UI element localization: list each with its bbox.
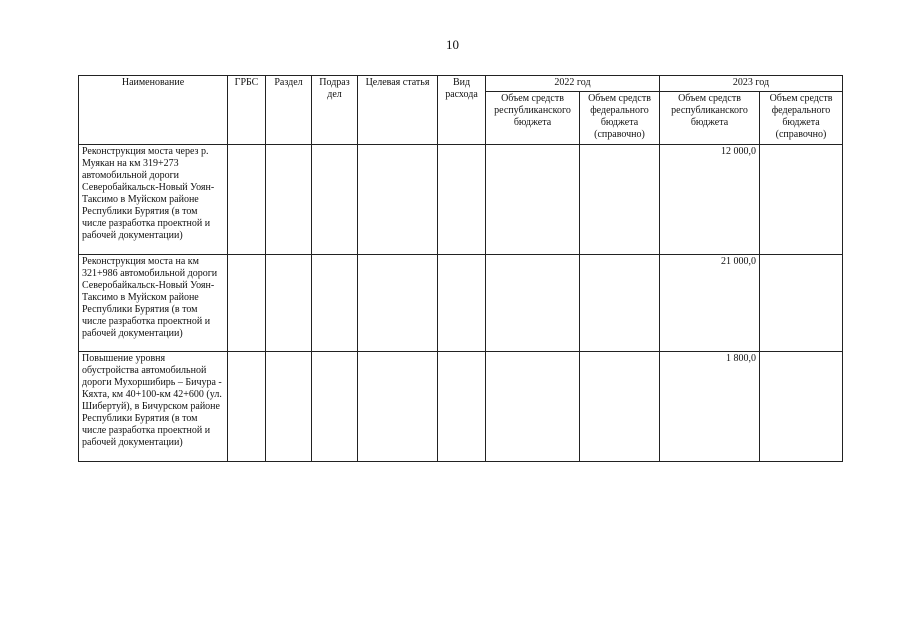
row-2023-federal <box>760 352 843 462</box>
row-section <box>266 255 312 352</box>
row-2023-republican: 21 000,0 <box>660 255 760 352</box>
row-2023-republican: 1 800,0 <box>660 352 760 462</box>
header-2022-federal: Объем средств федерального бюджета (справочно) <box>580 92 660 145</box>
row-section <box>266 145 312 255</box>
header-target-article: Целевая статья <box>358 76 438 145</box>
header-year-2022: 2022 год <box>486 76 660 92</box>
row-grbs <box>228 352 266 462</box>
header-2022-republican: Объем средств республиканского бюджета <box>486 92 580 145</box>
row-2023-republican: 12 000,0 <box>660 145 760 255</box>
header-year-2023: 2023 год <box>660 76 843 92</box>
row-2022-federal <box>580 352 660 462</box>
row-subsection <box>312 255 358 352</box>
header-2023-federal: Объем средств федерального бюджета (справочно) <box>760 92 843 145</box>
row-grbs <box>228 145 266 255</box>
header-2023-republican: Объем средств республиканского бюджета <box>660 92 760 145</box>
page-number: 10 <box>446 37 459 52</box>
row-name: Реконструкция моста через р. Муякан на км 319+273 автомобильной дороги Северобайкальск-Новый Уоян-Таксимо в Муйском районе Республики Бурятия (в том числе разработка проектной и рабочей документации) <box>79 145 228 255</box>
row-target-article <box>358 255 438 352</box>
header-subsection: Подраз дел <box>312 76 358 145</box>
table-row <box>79 145 843 255</box>
row-subsection <box>312 145 358 255</box>
row-subsection <box>312 352 358 462</box>
row-target-article <box>358 352 438 462</box>
row-expense-type <box>438 352 486 462</box>
header-section: Раздел <box>266 76 312 145</box>
row-expense-type <box>438 255 486 352</box>
row-name: Повышение уровня обустройства автомобильной дороги Мухоршибирь – Бичура - Кяхта, км 40+100-км 42+600 (ул. Шибертуй), в Бичурском районе Республики Бурятия (в том числе разработка проектной и рабочей документации) <box>79 352 228 462</box>
table-row <box>79 352 843 462</box>
budget-table <box>78 75 843 462</box>
header-name: Наименование <box>79 76 228 145</box>
row-target-article <box>358 145 438 255</box>
header-grbs: ГРБС <box>228 76 266 145</box>
row-2022-republican <box>486 352 580 462</box>
table-row <box>79 255 843 352</box>
header-expense-type: Вид расхода <box>438 76 486 145</box>
row-section <box>266 352 312 462</box>
row-2022-federal <box>580 145 660 255</box>
row-2022-republican <box>486 255 580 352</box>
row-grbs <box>228 255 266 352</box>
header-row-years <box>79 76 843 92</box>
row-2023-federal <box>760 255 843 352</box>
row-2023-federal <box>760 145 843 255</box>
row-name: Реконструкция моста на км 321+986 автомобильной дороги Северобайкальск-Новый Уоян-Таксимо в Муйском районе Республики Бурятия (в том числе разработка проектной и рабочей документации) <box>79 255 228 352</box>
row-2022-federal <box>580 255 660 352</box>
row-expense-type <box>438 145 486 255</box>
row-2022-republican <box>486 145 580 255</box>
